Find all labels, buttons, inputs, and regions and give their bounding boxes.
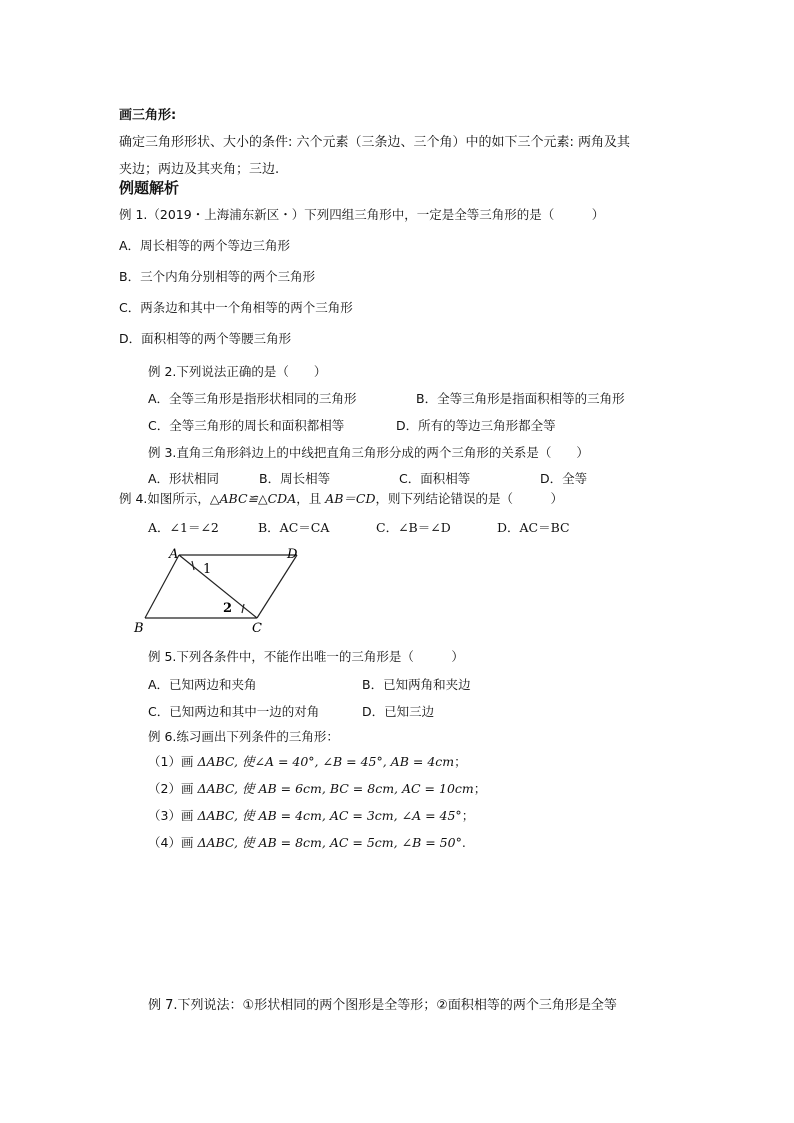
ex4-stem-mid: ，且 [296, 491, 326, 506]
ex5-stem: 例 5.下列各条件中，不能作出唯一的三角形是（ ） [148, 649, 464, 664]
ex1-option-d: D．面积相等的两个等腰三角形 [119, 331, 292, 346]
ex6-item-3-end: ； [461, 808, 475, 823]
edge-dc [257, 555, 297, 618]
ex3-option-b: B．周长相等 [259, 471, 331, 486]
ex3-stem: 例 3.直角三角形斜边上的中线把直角三角形分成的两个三角形的关系是（ ） [148, 445, 589, 460]
ex3-option-a: A．形状相同 [148, 471, 220, 486]
ex5-option-a: A．已知两边和夹角 [148, 677, 257, 692]
ex6-item-3 [148, 806, 474, 824]
angle2-tick [242, 604, 244, 613]
diagonal-ac [179, 555, 257, 618]
ex6-item-2-num: （2）画 [148, 781, 194, 796]
ex2-stem: 例 2.下列说法正确的是（ ） [148, 364, 327, 379]
ex4-stem-pre: 例 4.如图所示， [119, 491, 210, 506]
ex4-option-c: C．∠B＝∠D [376, 520, 451, 535]
ex5-option-b: B．已知两角和夹边 [362, 677, 471, 692]
ex1-stem: 例 1.（2019・上海浦东新区・）下列四组三角形中，一定是全等三角形的是（ ） [119, 207, 605, 222]
ex6-item-3-num: （3）画 [148, 808, 194, 823]
ex5-option-d: D．已知三边 [362, 704, 435, 719]
ex6-item-3-math: ΔABC, 使 AB = 4cm, AC = 3cm, ∠A = 45° [197, 808, 462, 823]
ex7-stem: 例 7.下列说法：①形状相同的两个图形是全等形；②面积相等的两个三角形是全等 [148, 998, 617, 1013]
ex6-item-4 [148, 833, 466, 851]
ex6-item-1-end: ； [454, 754, 467, 769]
ex6-item-4-end: . [461, 835, 466, 850]
vertex-label-d: D [287, 547, 298, 562]
ex6-item-4-num: （4）画 [148, 835, 194, 850]
intro-line-1: 确定三角形形状、大小的条件: 六个元素（三条边、三个角）中的如下三个元素: 两角及其 [119, 135, 631, 150]
ex4-option-a: A．∠1＝∠2 [148, 520, 219, 535]
vertex-label-a: A [169, 547, 179, 562]
ex1-option-c: C．两条边和其中一个角相等的两个三角形 [119, 300, 353, 315]
ex2-option-c: C．全等三角形的周长和面积都相等 [148, 418, 345, 433]
ex1-option-a: A．周长相等的两个等边三角形 [119, 238, 291, 253]
ex1-option-b: B．三个内角分别相等的两个三角形 [119, 269, 316, 284]
ex4-stem-math-1: △ABC≌△CDA [209, 491, 297, 506]
vertex-label-b: B [134, 621, 144, 636]
vertex-label-c: C [252, 621, 262, 636]
section-title: 画三角形: [119, 108, 177, 123]
ex3-option-c: C．面积相等 [399, 471, 471, 486]
ex2-option-b: B．全等三角形是指面积相等的三角形 [416, 391, 625, 406]
intro-line-2: 夹边；两边及其夹角；三边. [119, 162, 280, 177]
ex6-item-1-num: （1）画 [148, 754, 194, 769]
ex6-item-2 [148, 779, 486, 797]
ex4-option-d: D．AC＝BC [497, 520, 570, 535]
angle-label-1: 1 [203, 562, 212, 577]
ex2-option-d: D．所有的等边三角形都全等 [396, 418, 556, 433]
ex5-option-c: C．已知两边和其中一边的对角 [148, 704, 320, 719]
ex6-stem: 例 6.练习画出下列条件的三角形： [148, 729, 339, 744]
ex4-stem-math-2: AB＝CD [325, 491, 376, 506]
parallelogram-figure [125, 540, 315, 638]
ex2-option-a: A．全等三角形是指形状相同的三角形 [148, 391, 357, 406]
edge-ab [145, 555, 179, 618]
ex4-option-b: B．AC＝CA [258, 520, 330, 535]
examples-heading: 例题解析 [119, 179, 180, 197]
ex6-item-1 [148, 752, 467, 770]
ex4-stem-post: ，则下列结论错误的是（ ） [375, 491, 564, 506]
ex6-item-4-math: ΔABC, 使 AB = 8cm, AC = 5cm, ∠B = 50° [197, 835, 462, 850]
ex6-item-2-math: ΔABC, 使 AB = 6cm, BC = 8cm, AC = 10cm [197, 781, 474, 796]
angle-label-2: 2 [223, 601, 233, 616]
ex4-stem [119, 489, 563, 507]
ex3-option-d: D．全等 [540, 471, 588, 486]
ex6-item-2-end: ； [473, 781, 487, 796]
ex6-item-1-math: ΔABC, 使∠A = 40°, ∠B = 45°, AB = 4cm [197, 754, 455, 769]
